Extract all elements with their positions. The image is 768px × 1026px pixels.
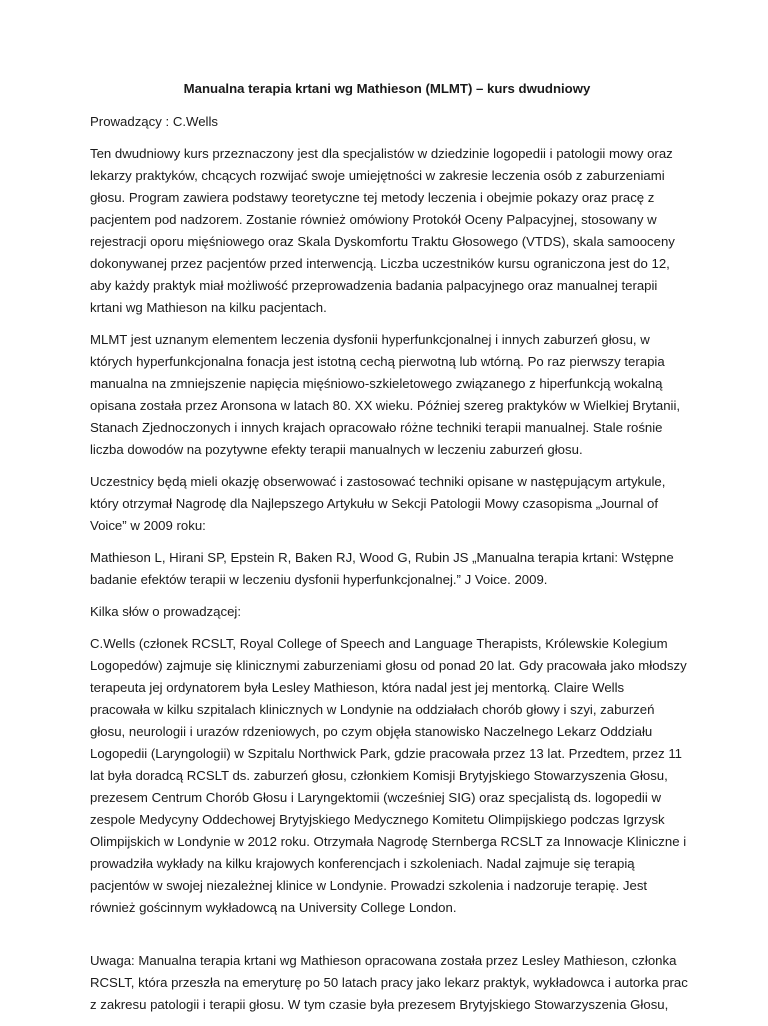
text-line: opisana została przez Aronsona w latach 80. XX wieku. Później szereg praktyków w Wielkiej Brytanii, xyxy=(90,398,681,413)
text-line: dokonywanej przez pacjentów przed interwencją. Liczba uczestników kursu ograniczona jest do 12, xyxy=(90,256,670,271)
text-line: głosu, neurologii i urazów rdzeniowych, po czym objęła stanowisko Naczelnego Lekarz Oddziału xyxy=(90,724,653,739)
text-line: aby każdy praktyk miał możliwość przeprowadzenia badania palpacyjnego oraz manualnej terapii xyxy=(90,278,658,293)
text-line: lekarzy praktyków, chcących rozwijać swoje umiejętności w zakresie leczenia osób z zaburzeniami xyxy=(90,168,665,183)
text-line: MLMT jest uznanym elementem leczenia dysfonii hyperfunkcjonalnej i innych zaburzeń głosu, w xyxy=(90,332,650,347)
text-line: RCSLT, która przeszła na emeryturę po 50 latach pracy jako lekarz praktyk, wykładowca i autorka prac xyxy=(90,975,688,990)
blank-line xyxy=(90,929,684,950)
paragraph-course-description xyxy=(90,143,684,319)
text-line: krtani wg Mathieson na kilku pacjentach. xyxy=(90,300,327,315)
paragraph-citation xyxy=(90,547,684,591)
text-line: który otrzymał Nagrodę dla Najlepszego Artykułu w Sekcji Patologii Mowy czasopisma „Journal of xyxy=(90,496,659,511)
text-line: badanie efektów terapii w leczeniu dysfonii hyperfunkcjonalnej.” J Voice. 2009. xyxy=(90,572,548,587)
document-body xyxy=(90,78,688,1026)
text-line: głosu. Program zawiera podstawy teoretyczne tej metody leczenia i obejmie pokazy oraz pracę z xyxy=(90,190,655,205)
text-line: Prowadzący : C.Wells xyxy=(90,114,219,129)
text-line: terapeuta jej ordynatorem była Lesley Mathieson, która nadal jest jej mentorką. Claire Wells xyxy=(90,680,625,695)
paragraph-mlmt-background xyxy=(90,329,684,461)
paragraph-participants xyxy=(90,471,684,537)
text-line: rejestracji oporu mięśniowego oraz Skala Dyskomfortu Traktu Głosowego (VTDS), skala samooceny xyxy=(90,234,675,249)
text-line: zespole Medycyny Oddechowej Brytyjskiego Medycznego Komitetu Olimpijskiego podczas Igrzysk xyxy=(90,812,665,827)
paragraph-about-heading xyxy=(90,601,684,623)
text-line: których hyperfunkcjonalna fonacja jest istotną cechą pierwotną lub wtórną. Po raz pierwszy terapia xyxy=(90,354,665,369)
text-line: Stanach Zjednoczonych i innych krajach opracowało różne techniki terapii manualnej. Stale rośnie xyxy=(90,420,663,435)
lead-instructor xyxy=(90,111,684,133)
text-line: Uczestnicy będą mieli okazję obserwować i zastosować techniki opisane w następującym artykule, xyxy=(90,474,666,489)
text-line: prezesem Centrum Chorób Głosu i Laryngektomii (wcześniej SIG) oraz specjalistą ds. logopedii w xyxy=(90,790,661,805)
text-line: Voice” w 2009 roku: xyxy=(90,518,206,533)
paragraph-instructor-bio xyxy=(90,633,687,919)
text-line: Ten dwudniowy kurs przeznaczony jest dla specjalistów w dziedzinie logopedii i patologii mowy oraz xyxy=(90,146,673,161)
text-line: również gościnnym wykładowcą na University College London. xyxy=(90,900,457,915)
text-line: Uwaga: Manualna terapia krtani wg Mathieson opracowana została przez Lesley Mathieson, członka xyxy=(90,953,677,968)
text-line: Mathieson L, Hirani SP, Epstein R, Baken RJ, Wood G, Rubin JS „Manualna terapia krtani: Wstępne xyxy=(90,550,674,565)
paragraph-note xyxy=(90,950,688,1016)
text-line: C.Wells (członek RCSLT, Royal College of Speech and Language Therapists, Królewskie Kolegium xyxy=(90,636,668,651)
text-line: pacjentów w swojej niezależnej klinice w Londynie. Prowadzi szkolenia i nadzoruje terapię. Jest xyxy=(90,878,648,893)
text-line: Kilka słów o prowadzącej: xyxy=(90,604,241,619)
text-line: Logopedów) zajmuje się klinicznymi zaburzeniami głosu od ponad 20 lat. Gdy pracowała jako młodszy xyxy=(90,658,687,673)
text-line: pracowała w kilku szpitalach klinicznych w Londynie na oddziałach chorób głowy i szyi, zaburzeń xyxy=(90,702,655,717)
text-line: Olimpijskich w Londynie w 2012 roku. Otrzymała Nagrodę Sternberga RCSLT za Innowacje Kliniczne i xyxy=(90,834,687,849)
text-line: liczba dowodów na pozytywne efekty terapii manualnych w leczeniu zaburzeń głosu. xyxy=(90,442,583,457)
text-line: z zakresu patologii i terapii głosu. W tym czasie była prezesem Brytyjskiego Stowarzyszenia Głosu, xyxy=(90,997,669,1012)
text-line: pacjentem pod nadzorem. Zostanie również omówiony Protokół Oceny Palpacyjnej, stosowany w xyxy=(90,212,657,227)
text-line: lat była doradcą RCSLT ds. zaburzeń głosu, członkiem Komisji Brytyjskiego Stowarzyszenia Głosu, xyxy=(90,768,668,783)
text-line: prowadziła wykłady na kilku krajowych konferencjach i szkoleniach. Nadal zajmuje się terapią xyxy=(90,856,635,871)
document-title: Manualna terapia krtani wg Mathieson (MLMT) – kurs dwudniowy xyxy=(183,81,591,96)
text-line: manualna na zmniejszenie napięcia mięśniowo-szkieletowego związanego z hiperfunkcją wokalną xyxy=(90,376,663,391)
text-line: Logopedii (Laryngologii) w Szpitalu Northwick Park, gdzie pracowała przez 13 lat. Przedtem, przez 11 xyxy=(90,746,683,761)
